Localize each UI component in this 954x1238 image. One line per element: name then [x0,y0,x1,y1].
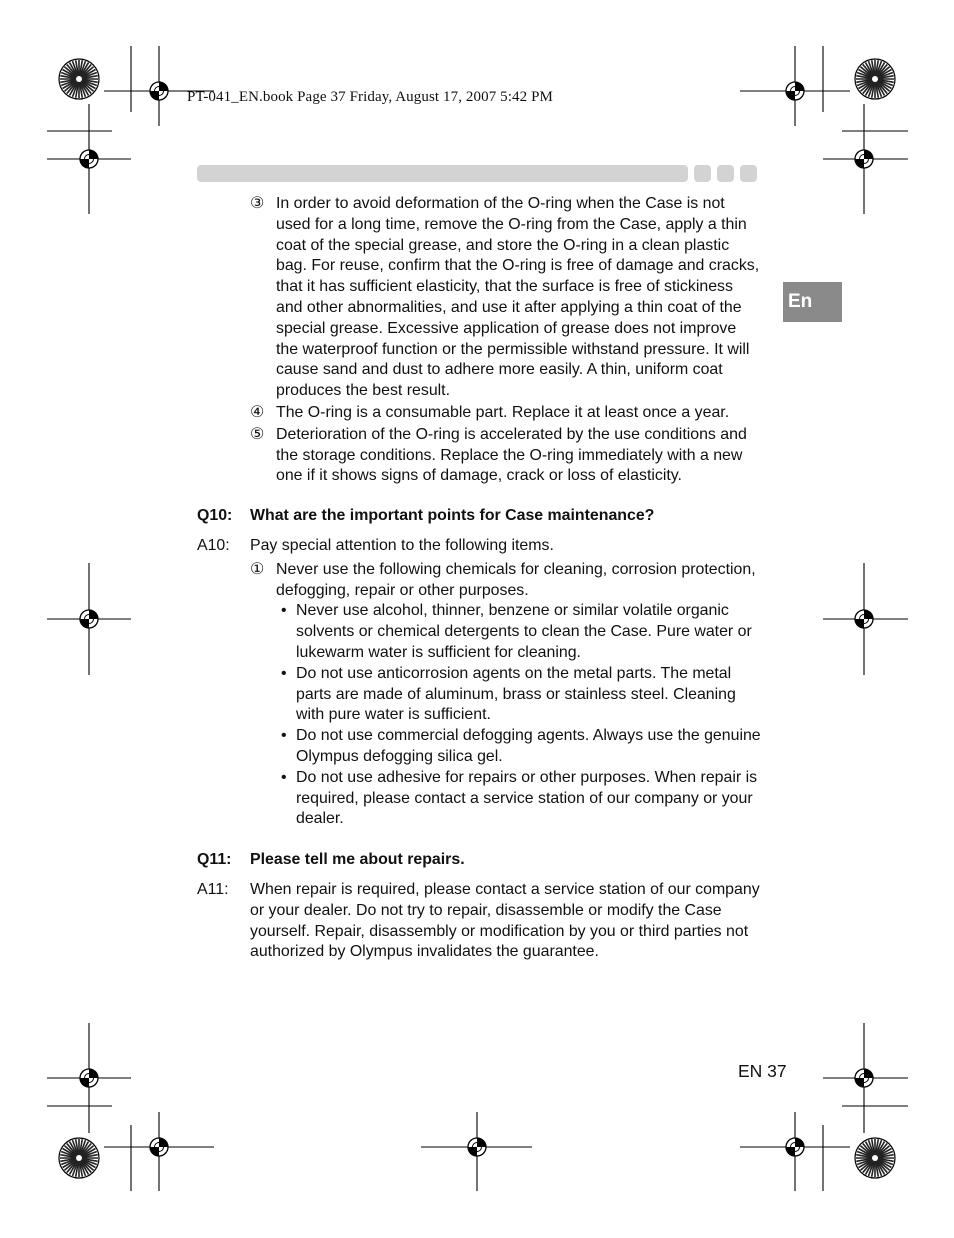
answer-label: A10: [197,536,230,554]
bullet-text: Do not use anticorrosion agents on the metal parts. The metal parts are made of aluminum, brass or stainless steel. Cleaning with pure water is sufficient. [296,664,736,724]
item-text: Never use the following chemicals for cleaning, corrosion protection, defogging, repair or other purposes. [276,560,756,599]
answer-a11 [197,880,762,963]
item-number: ① [250,560,265,578]
header-square-3 [740,165,757,182]
item-number: ④ [250,403,265,421]
item-text: The O-ring is a consumable part. Replace it at least once a year. [276,403,730,421]
numbered-item [250,194,762,402]
numbered-item [250,425,762,487]
answer-label: A11: [197,880,229,898]
bullet-symbol: • [281,602,287,620]
bullet-item [281,664,762,726]
bullet-symbol: • [281,768,287,786]
bullet-text: Do not use adhesive for repairs or other purposes. When repair is required, please contact a service station of our company or your dealer. [296,768,758,828]
header-square-1 [694,165,711,182]
bullet-symbol: • [281,664,287,682]
question-label: Q10: [197,507,233,525]
language-tab: En [783,282,842,322]
book-file-info: PT-041_EN.book Page 37 Friday, August 17, 2007 5:42 PM [187,89,553,105]
item-number: ③ [250,195,265,212]
answer-text: Pay special attention to the following items. [250,536,554,554]
bullet-symbol: • [281,727,287,745]
answer-text: When repair is required, please contact a service station of our company or your dealer. Do not try to repair, disassemble or modify the Case yourself. Repair, disassembly or modification by you or third parties not authorized by Olympus invalidates the guarantee. [250,880,760,961]
bullet-item [281,601,762,663]
header-square-2 [717,165,734,182]
bullet-item [281,726,762,768]
question-q11 [197,850,762,871]
question-q10 [197,506,762,527]
item-number: ⑤ [250,425,265,443]
item-text: Deterioration of the O-ring is accelerated by the use conditions and the storage conditions. Replace the O-ring immediately with a new one if it shows signs of damage, crack or loss of elasticity. [276,425,747,485]
question-text: Please tell me about repairs. [250,851,465,869]
question-text: What are the important points for Case maintenance? [250,507,655,525]
answer-a10 [197,536,762,557]
bullet-text: Do not use commercial defogging agents. Always use the genuine Olympus defogging silica gel. [296,727,761,765]
header-bar [197,165,688,182]
numbered-item [250,403,762,424]
page-number: EN 37 [738,1061,787,1081]
bullet-item [281,768,762,830]
numbered-item [250,560,762,602]
bullet-text: Never use alcohol, thinner, benzene or similar volatile organic solvents or chemical detergents to clean the Case. Pure water or lukewarm water is sufficient for cleaning. [296,602,752,661]
item-text: In order to avoid deformation of the O-ring when the Case is not used for a long time, remove the O-ring from the Case, apply a thin coat of the special grease, and store the O-ring in a clean plastic bag. For reuse, confirm that the O-ring is free of damage and cracks, that it has sufficient elasticity, that the surface is free of stickiness and other abnormalities, and use it after applying a thin coat of the special grease. Excessive application of grease does not improve the waterproof function or the permissible withstand pressure. It will cause sand and dust to adhere more easily. A thin, uniform coat produces the best result. [276,195,760,400]
question-label: Q11: [197,851,232,869]
page-content [197,194,762,963]
